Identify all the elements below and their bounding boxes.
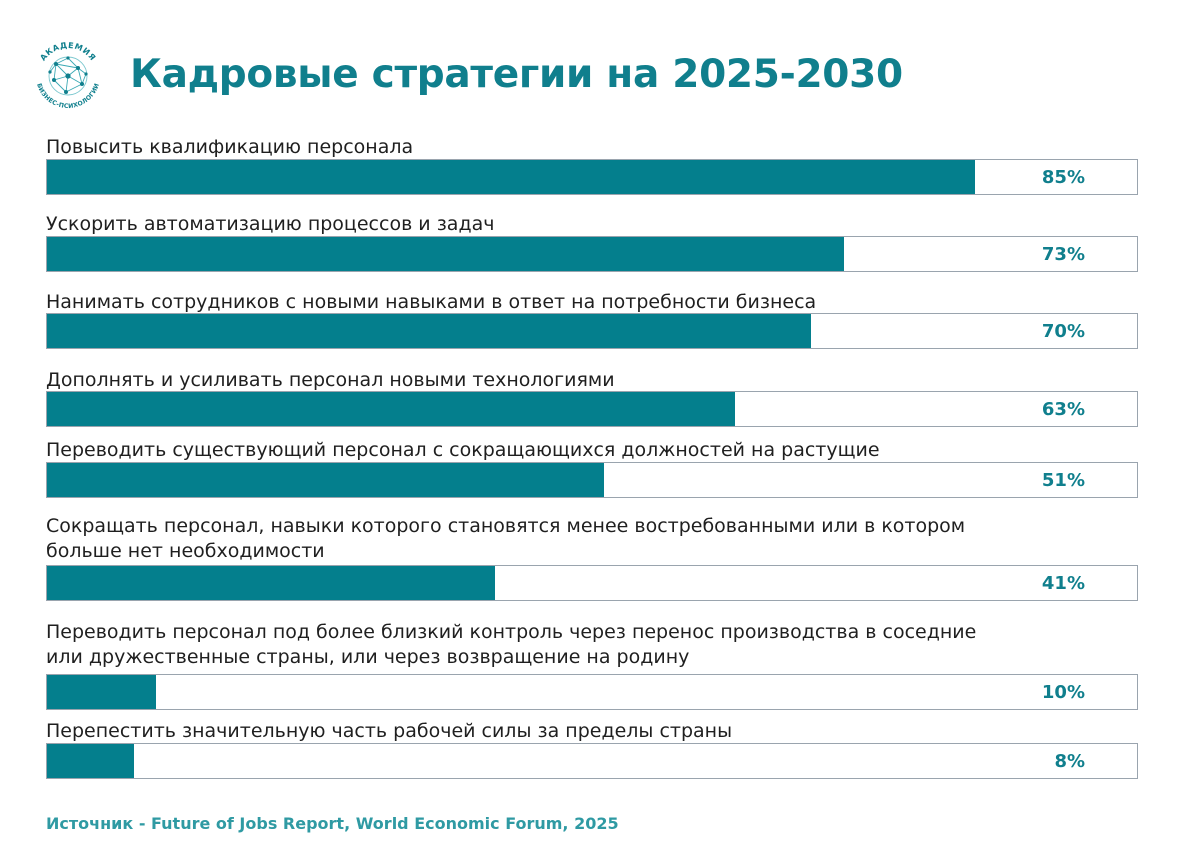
bar-label: Ускорить автоматизацию процессов и задач <box>46 213 495 235</box>
bar-track <box>46 674 1138 710</box>
bar <box>47 744 134 778</box>
bar-track <box>46 236 1138 272</box>
bar-track <box>46 462 1138 498</box>
bar-label: Дополнять и усиливать персонал новыми технологиями <box>46 369 615 391</box>
bar <box>47 314 811 348</box>
logo-text-top: АКАДЕМИЯ <box>38 40 98 63</box>
bar-track <box>46 159 1138 195</box>
bar-track <box>46 391 1138 427</box>
bar-label: Повысить квалификацию персонала <box>46 136 414 158</box>
page-title: Кадровые стратегии на 2025-2030 <box>130 52 903 97</box>
logo-text-bottom: БИЗНЕС-ПСИХОЛОГИИ <box>35 82 101 111</box>
data-label: 70% <box>1041 320 1085 342</box>
bar <box>47 392 735 426</box>
bar <box>47 160 975 194</box>
data-label: 10% <box>1041 681 1085 703</box>
bar-track <box>46 313 1138 349</box>
bar-label: Сокращать персонал, навыки которого становятся менее востребованными или в котором больше нет необходимости <box>46 515 966 562</box>
bar-track <box>46 743 1138 779</box>
bar-label: Переводить существующий персонал с сокращающихся должностей на растущие <box>46 439 880 461</box>
bar <box>47 675 156 709</box>
bar <box>47 463 604 497</box>
bar-label: Перепестить значительную часть рабочей силы за пределы страны <box>46 720 733 742</box>
data-label: 85% <box>1041 166 1085 188</box>
bar-label: Нанимать сотрудников с новыми навыками в ответ на потребности бизнеса <box>46 291 817 313</box>
bar-track <box>46 565 1138 601</box>
data-label: 8% <box>1054 750 1085 772</box>
bar <box>47 237 844 271</box>
data-label: 73% <box>1041 243 1085 265</box>
bar-label: Переводить персонал под более близкий контроль через перенос производства в соседние или дружественные страны, или через возвращение на родину <box>46 621 977 668</box>
data-label: 51% <box>1041 469 1085 491</box>
source-note: Источник - Future of Jobs Report, World Economic Forum, 2025 <box>46 814 619 833</box>
bar <box>47 566 495 600</box>
data-label: 41% <box>1041 572 1085 594</box>
data-label: 63% <box>1041 398 1085 420</box>
